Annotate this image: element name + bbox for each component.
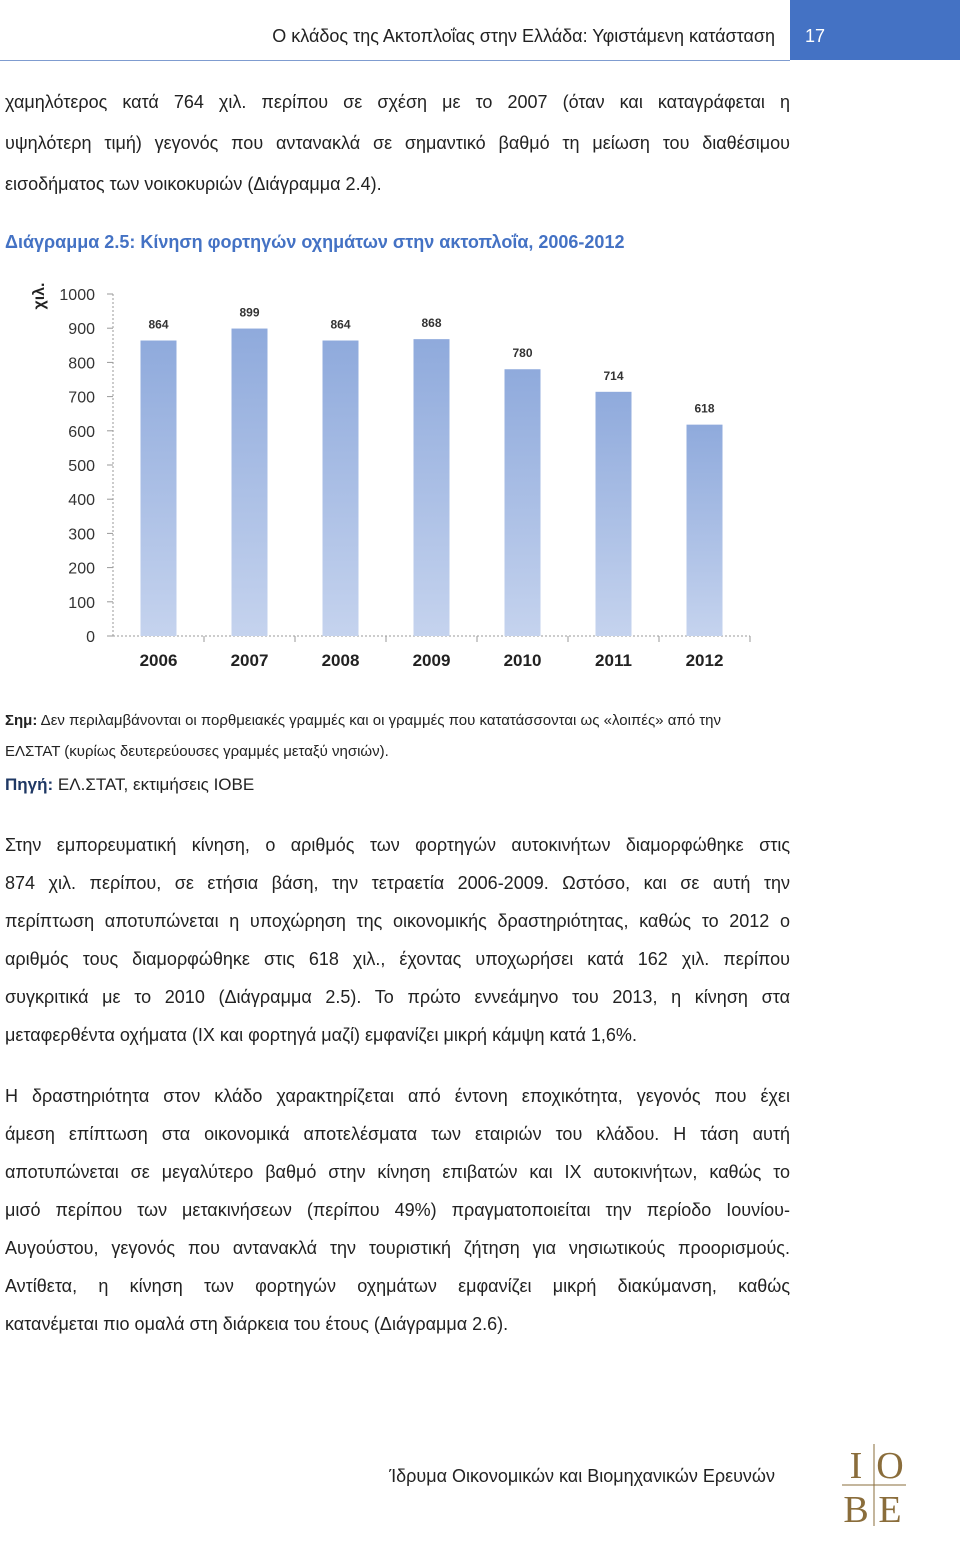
x-tick-label: 2009 (412, 651, 451, 670)
running-title: Ο κλάδος της Ακτοπλοΐας στην Ελλάδα: Υφιστάμενη κατάσταση (272, 26, 775, 46)
x-tick-label: 2012 (685, 651, 724, 670)
bar (505, 369, 541, 636)
logo-letter: Ε (878, 1489, 902, 1530)
page-number: 17 (804, 26, 826, 46)
bar-value-label: 864 (330, 317, 351, 332)
bar (414, 339, 450, 636)
bar (596, 392, 632, 636)
chart-source (5, 775, 254, 795)
text-line: μεταφερθέντα οχήματα (ΙΧ και φορτηγά μαζί) εμφανίζει μικρή κάμψη κατά 1,6%. (5, 1025, 637, 1045)
x-tick-label: 2010 (503, 651, 542, 670)
logo-letter: Ο (876, 1445, 904, 1487)
y-tick-label: 600 (68, 423, 95, 441)
text-line: κατανέμεται πιο ομαλά στη διάρκεια του έτους (Διάγραμμα 2.6). (5, 1314, 509, 1334)
text-line: εισοδήματος των νοικοκυριών (Διάγραμμα 2.4). (5, 174, 382, 194)
source-label: Πηγή: (5, 775, 54, 794)
bar (141, 341, 177, 636)
note-text-line1: Δεν περιλαμβάνονται οι πορθμειακές γραμμές και οι γραμμές που κατατάσσονται ως «λοιπές» από την (37, 712, 721, 729)
logo-letter: Β (843, 1489, 869, 1530)
logo-letter: Ι (849, 1445, 863, 1487)
text-line: άμεση επίπτωση στα οικονομικά αποτελέσματα των εταιριών του κλάδου. Η τάση αυτή (5, 1124, 790, 1144)
text-line: αποτυπώνεται σε μεγαλύτερο βαθμό στην κίνηση επιβατών και ΙΧ αυτοκινήτων, καθώς το (5, 1162, 790, 1182)
bar-value-label: 780 (512, 346, 533, 361)
bar-value-label: 868 (421, 316, 442, 331)
chart-note (5, 712, 721, 729)
x-tick-label: 2011 (595, 651, 632, 670)
text-line: Η δραστηριότητα στον κλάδο χαρακτηρίζεται από έντονη εποχικότητα, γεγονός που έχει (5, 1086, 790, 1106)
text-line: χαμηλότερος κατά 764 χιλ. περίπου σε σχέση με το 2007 (όταν και καταγράφεται η (5, 92, 790, 112)
header-divider (0, 60, 790, 61)
chart-note-continued: ΕΛΣΤΑΤ (κυρίως δευτερεύουσες γραμμές μεταξύ νησιών). (5, 743, 389, 760)
y-axis-label: χιλ. (31, 282, 48, 310)
text-line: υψηλότερη τιμή) γεγονός που αντανακλά σε σημαντικό βαθμό τη μείωση του διαθέσιμου (5, 133, 790, 153)
y-tick-label: 900 (68, 321, 95, 339)
bar-value-label: 899 (239, 305, 260, 320)
y-tick-label: 100 (68, 594, 95, 612)
text-line: συγκριτικά με το 2010 (Διάγραμμα 2.5). Το πρώτο εννεάμηνο του 2013, η κίνηση στα (5, 987, 790, 1007)
y-tick-label: 700 (68, 389, 95, 407)
page-number-box (790, 0, 960, 60)
chart-title: Διάγραμμα 2.5: Κίνηση φορτηγών οχημάτων στην ακτοπλοΐα, 2006-2012 (5, 232, 625, 252)
bar (687, 425, 723, 636)
x-tick-label: 2008 (321, 651, 360, 670)
text-line: 874 χιλ. περίπου, σε ετήσια βάση, την τετραετία 2006-2009. Ωστόσο, και σε αυτή την (5, 873, 790, 893)
y-tick-label: 300 (68, 526, 95, 544)
source-text: ΕΛ.ΣΤΑΤ, εκτιμήσεις ΙΟΒΕ (53, 775, 255, 794)
page-header (0, 0, 960, 64)
bar-chart (0, 270, 790, 675)
text-line: Αυγούστου, γεγονός που αντανακλά την τουριστική ζήτηση για νησιωτικούς προορισμούς. (5, 1238, 790, 1258)
y-tick-label: 200 (68, 560, 95, 578)
bar (323, 341, 359, 636)
bar-value-label: 864 (148, 317, 169, 332)
x-tick-label: 2007 (230, 651, 269, 670)
y-tick-label: 1000 (59, 287, 95, 304)
y-tick-label: 500 (68, 458, 95, 475)
note-label: Σημ: (5, 712, 38, 729)
bar-value-label: 618 (694, 401, 715, 416)
text-line: Στην εμπορευματική κίνηση, ο αριθμός των φορτηγών αυτοκινήτων διαμορφώθηκε στις (5, 835, 790, 855)
footer-organization: Ίδρυμα Οικονομικών και Βιομηχανικών Ερευνών (389, 1466, 775, 1486)
text-line: Αντίθετα, η κίνηση των φορτηγών οχημάτων εμφανίζει μικρή διακύμανση, καθώς (5, 1276, 790, 1296)
text-line: μισό περίπου των μετακινήσεων (περίπου 49%) πραγματοποιείται την περίοδο Ιουνίου- (5, 1200, 790, 1220)
y-tick-label: 800 (68, 355, 95, 373)
bar-value-label: 714 (603, 368, 624, 383)
y-tick-label: 0 (86, 629, 95, 646)
iobe-logo (838, 1440, 910, 1530)
x-tick-label: 2006 (139, 651, 178, 670)
bar (232, 329, 268, 636)
text-line: αριθμός τους διαμορφώθηκε στις 618 χιλ., έχοντας υποχωρήσει κατά 162 χιλ. περίπου (5, 949, 790, 969)
y-tick-label: 400 (68, 492, 95, 510)
text-line: περίπτωση αποτυπώνεται η υποχώρηση της οικονομικής δραστηριότητας, καθώς το 2012 ο (5, 911, 790, 931)
